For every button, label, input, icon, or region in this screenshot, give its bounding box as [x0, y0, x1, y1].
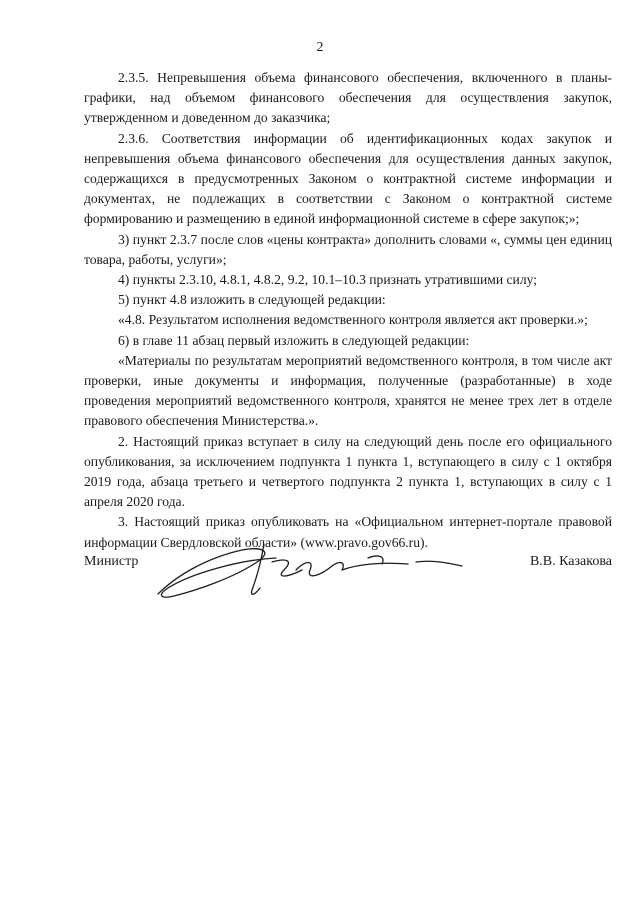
paragraph-chapter-11-text: «Материалы по результатам мероприятий ведомственного контроля, в том числе акт проверки, иные документы и информация, полученные (разработанные) в ходе проведения мероприятий ведомственного контроля, хранятся не менее трех лет в отделе правового обеспечения Министерства.».	[84, 352, 612, 429]
paragraph-4-8-text: «4.8. Результатом исполнения ведомственного контроля является акт проверки.»;	[118, 312, 588, 328]
page-number: 2	[316, 40, 324, 55]
signer-name: В.В. Казакова	[529, 554, 612, 569]
signer-title: Министр	[84, 554, 139, 569]
signature-block	[84, 546, 612, 606]
paragraph-item-3: 3) пункт 2.3.7 после слов «цены контракта» дополнить словами «, суммы цен единиц товара, работы, услуги»;	[84, 231, 612, 267]
paragraph-item-4: 4) пункты 2.3.10, 4.8.1, 4.8.2, 9.2, 10.1–10.3 признать утратившими силу;	[118, 272, 538, 288]
paragraph-2-3-5: 2.3.5. Непревышения объема финансового обеспечения, включенного в планы-графики, над объемом финансового обеспечения для осуществления закупок, утвержденном и доведенном до заказчика;	[84, 70, 612, 126]
paragraph-item-6: 6) в главе 11 абзац первый изложить в следующей редакции:	[118, 332, 470, 348]
paragraph-item-5: 5) пункт 4.8 изложить в следующей редакции:	[118, 292, 386, 308]
paragraph-2-3-6: 2.3.6. Соответствия информации об идентификационных кодах закупок и непревышения объема финансового обеспечения для осуществления данных закупок, содержащихся в предусмотренных Законом о контрактной системе информации и документах, не подлежащих в соответствии с Законом о контрактной системе формированию и размещению в единой информационной системе в сфере закупок;»;	[84, 130, 612, 227]
document-body	[84, 68, 612, 553]
paragraph-clause-2: 2. Настоящий приказ вступает в силу на следующий день после его официального опубликования, за исключением подпункта 1 пункта 1, вступающего в силу с 1 октября 2019 года, абзаца третьего и четвертого подпункта 2 пункта 1, вступающих в силу с 1 апреля 2020 года.	[84, 433, 612, 510]
paragraph-clause-3: 3. Настоящий приказ опубликовать на «Официальном интернет-портале правовой информации Свердловской области» (www.pravo.gov66.ru).	[84, 514, 612, 550]
handwritten-signature	[146, 540, 466, 606]
